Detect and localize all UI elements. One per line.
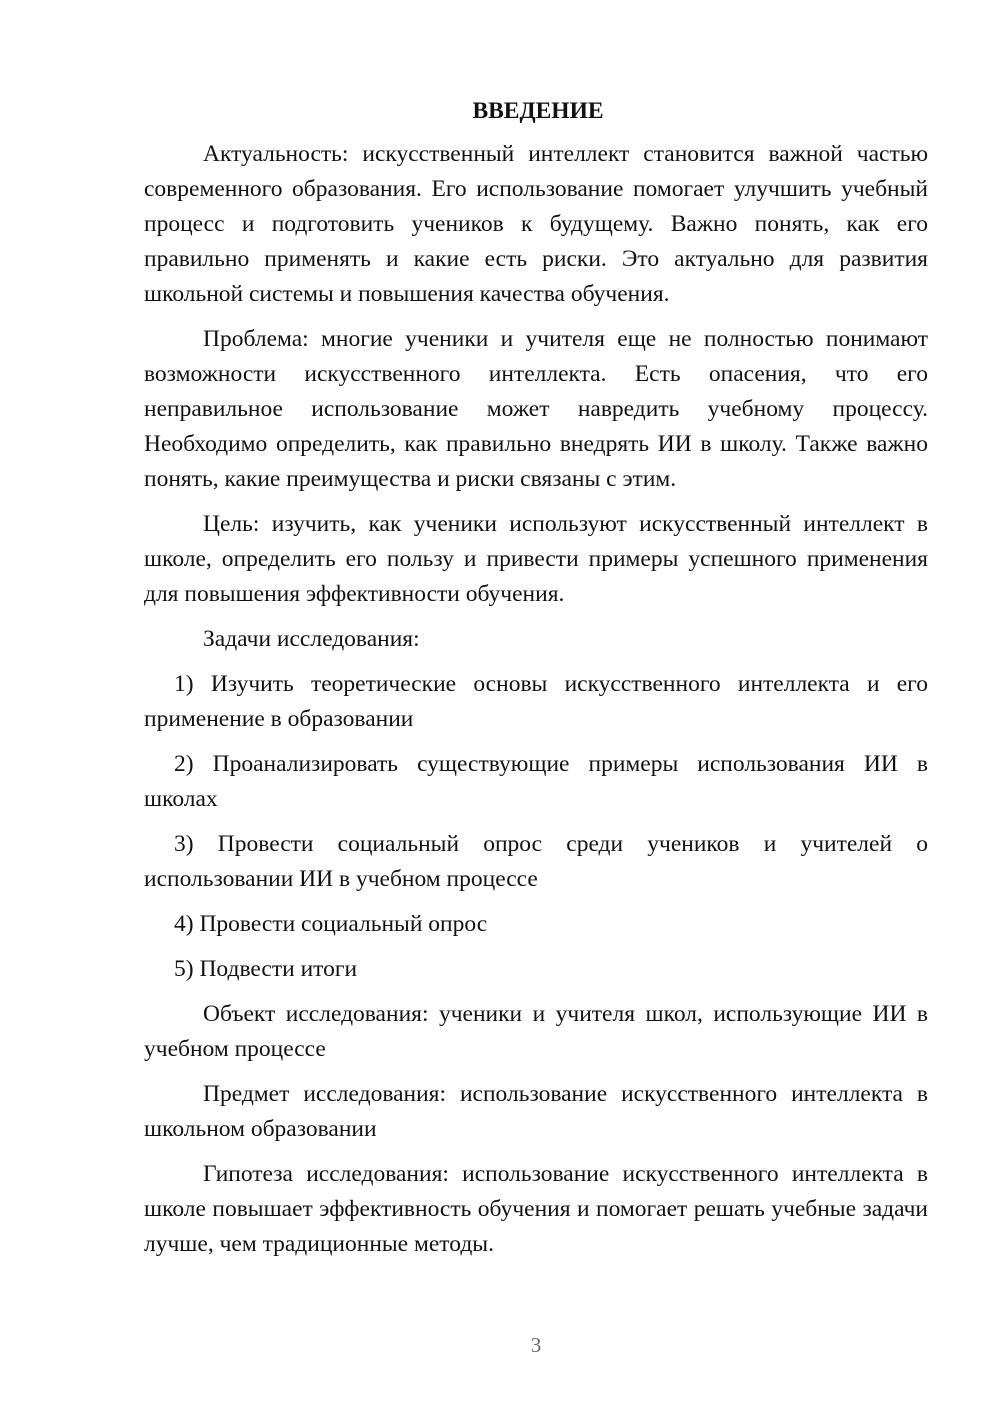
page-content	[144, 95, 928, 1272]
subject-paragraph: Предмет исследования: использование искусственного интеллекта в школьном образовании	[144, 1081, 928, 1142]
tasks-title: Задачи исследования:	[203, 626, 420, 652]
relevance-paragraph: Актуальность: искусственный интеллект становится важной частью современного образования. Его использование помогает улучшить учебный процесс и подготовить учеников к будущему. Важно понять, как его правильно применять и какие есть риски. Это актуально для развития школьной системы и повышения качества обучения.	[144, 141, 928, 307]
object-paragraph: Объект исследования: ученики и учителя школ, использующие ИИ в учебном процессе	[144, 1001, 928, 1062]
problem-paragraph: Проблема: многие ученики и учителя еще не полностью понимают возможности искусственного интеллекта. Есть опасения, что его неправильное использование может навредить учебному процессу. Необходимо определить, как правильно внедрять ИИ в школу. Также важно понять, какие преимущества и риски связаны с этим.	[144, 326, 928, 492]
hypothesis-paragraph: Гипотеза исследования: использование искусственного интеллекта в школе повышает эффективность обучения и помогает решать учебные задачи лучше, чем традиционные методы.	[144, 1161, 928, 1257]
task-item-2: 2) Проанализировать существующие примеры использования ИИ в школах	[144, 751, 928, 812]
goal-paragraph: Цель: изучить, как ученики используют искусственный интеллект в школе, определить его пользу и привести примеры успешного применения для повышения эффективности обучения.	[144, 511, 928, 607]
task-item-5: 5) Подвести итоги	[174, 956, 358, 982]
page-number: 3	[530, 1333, 542, 1357]
task-item-3: 3) Провести социальный опрос среди учеников и учителей о использовании ИИ в учебном процессе	[144, 831, 928, 892]
section-heading: ВВЕДЕНИЕ	[472, 98, 604, 124]
task-item-1: 1) Изучить теоретические основы искусственного интеллекта и его применение в образовании	[144, 671, 928, 732]
task-item-4: 4) Провести социальный опрос	[174, 911, 488, 937]
